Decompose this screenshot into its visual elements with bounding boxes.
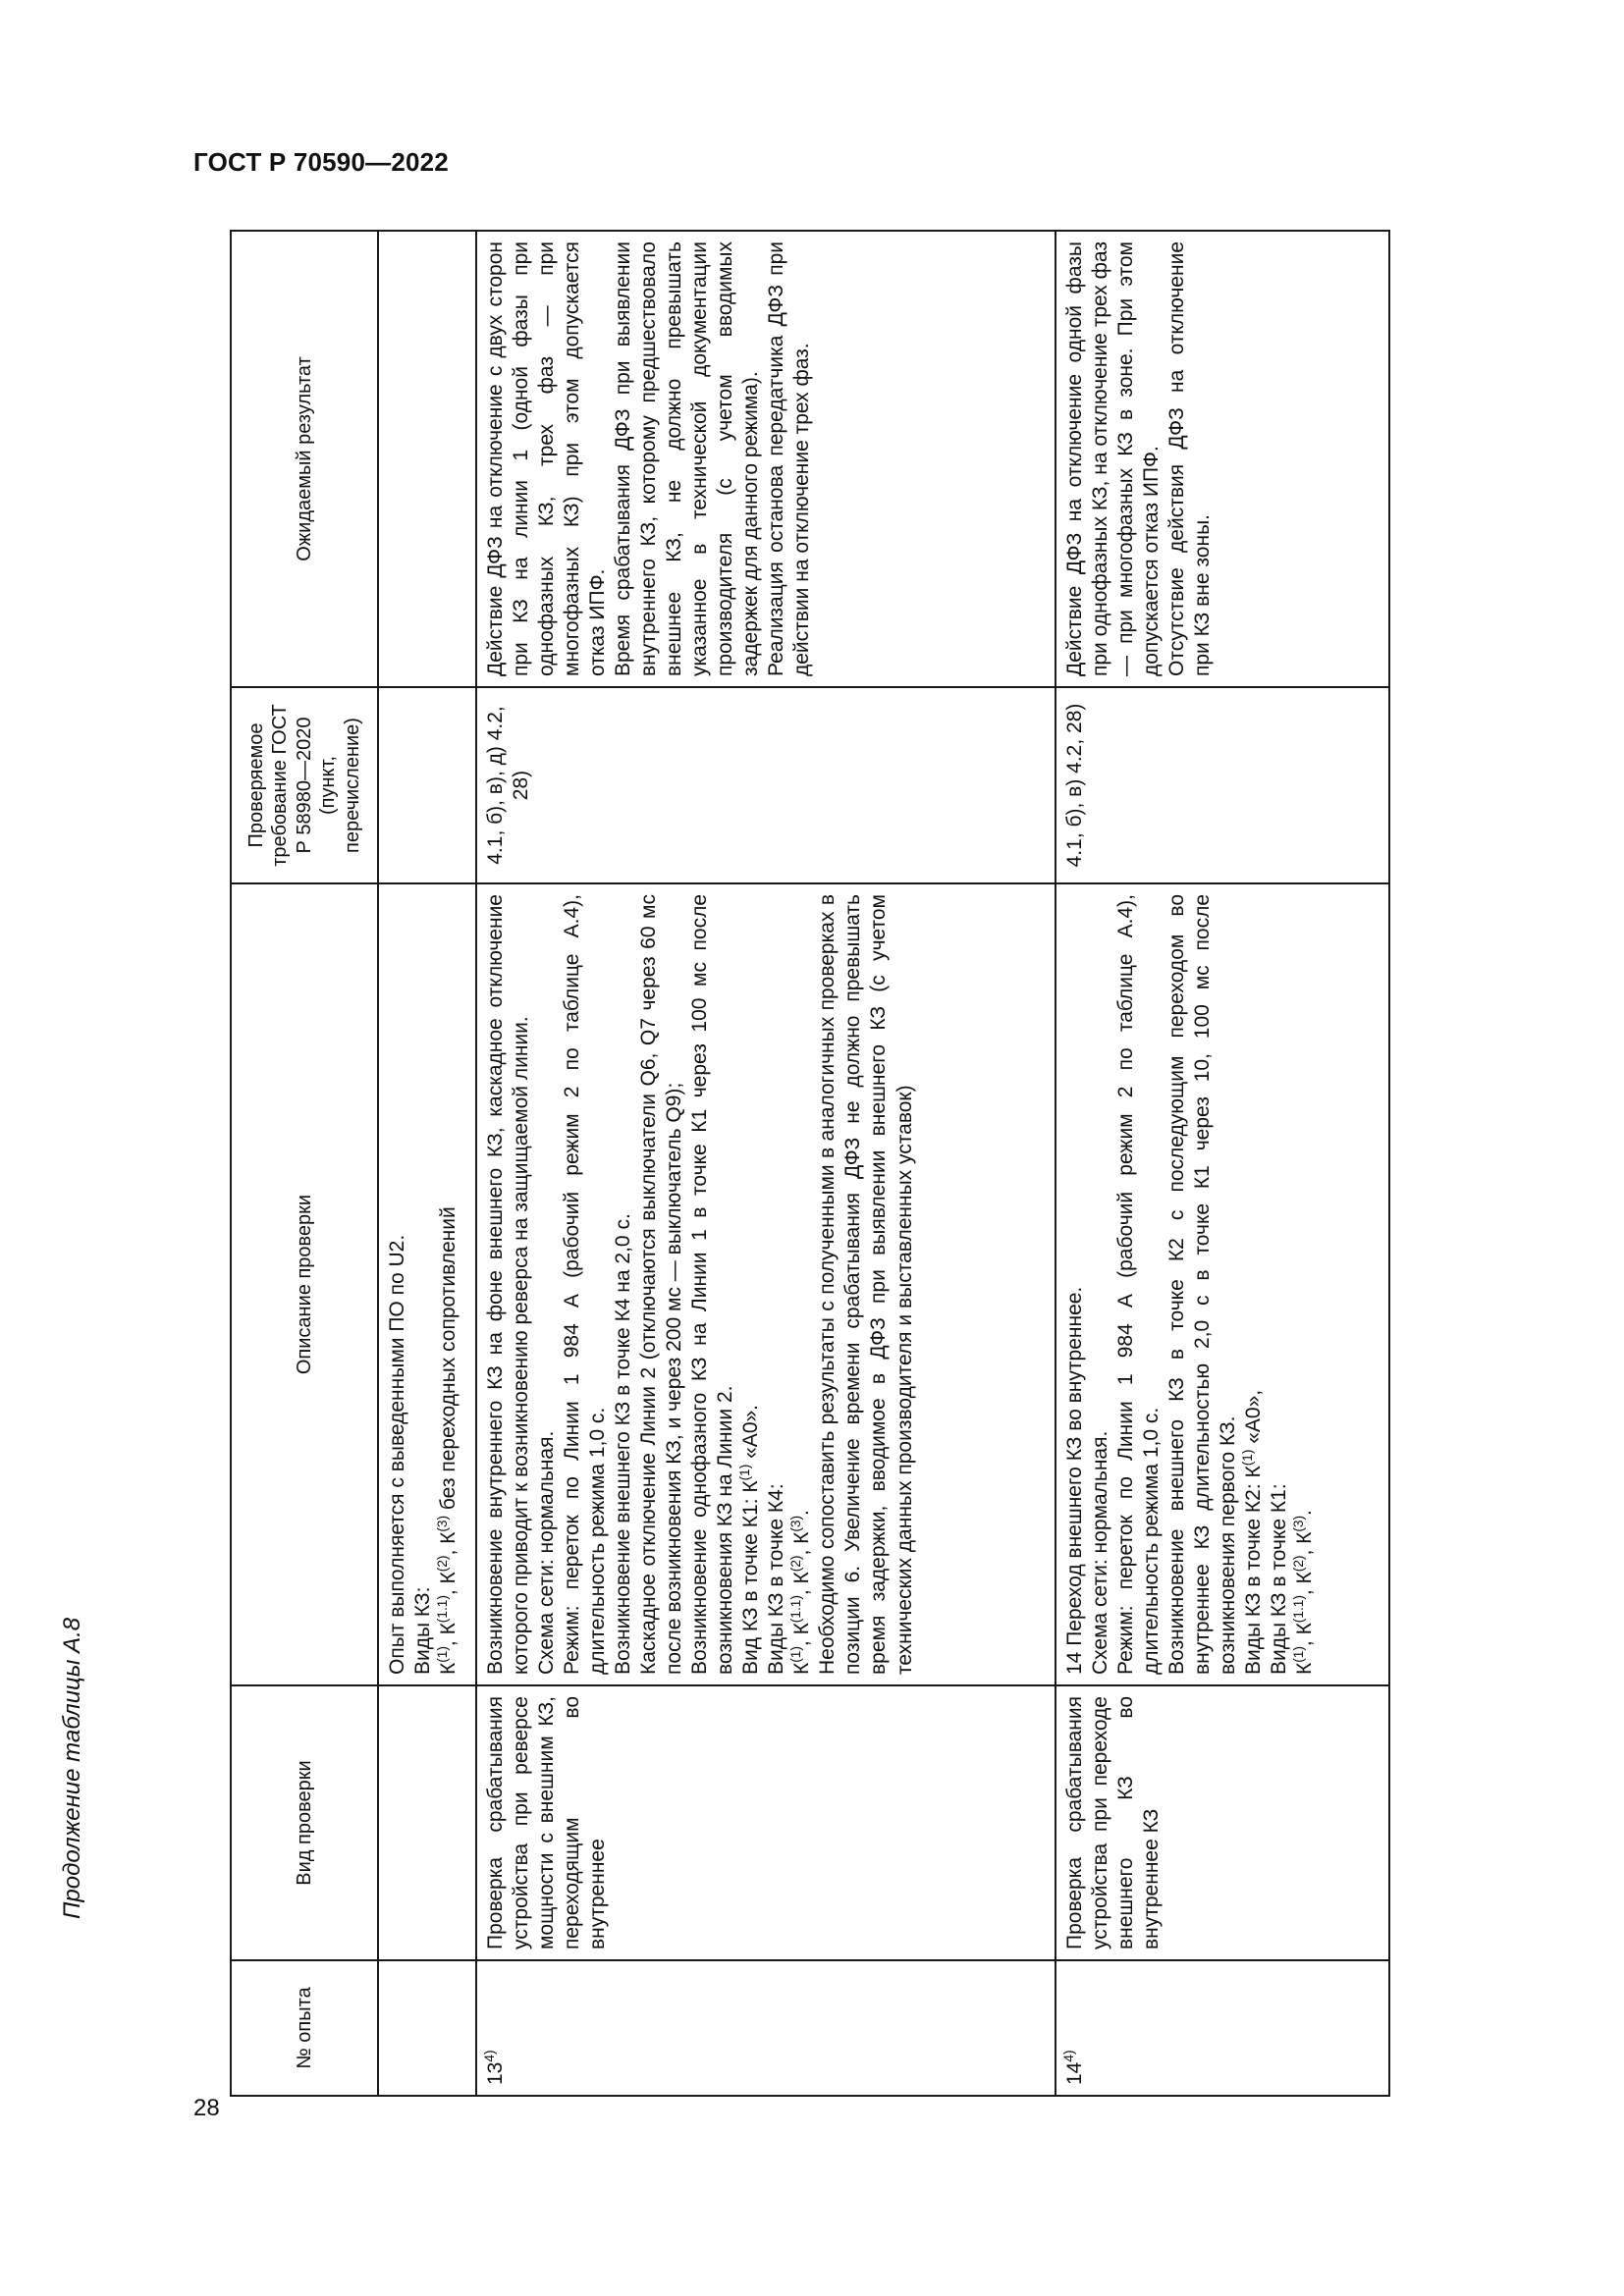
cell-requirement: 4.1, б), в), д) 4.2, 28): [476, 687, 1056, 883]
table-caption: Продолжение таблицы А.8: [59, 1617, 85, 1919]
cell-num: [476, 1960, 1056, 2096]
cell-description: [476, 883, 1056, 1685]
results-table: [230, 230, 1390, 2097]
page-number: 28: [193, 2095, 220, 2121]
description-line: Возникновение внешнего КЗ в точке К2 с последующим переходом во внутреннее КЗ длительностью 2,0 с в точке К1 через 10, 100 мс после возникновения первого КЗ.: [1165, 894, 1240, 1675]
description-line: $К^{(1)}$, $К^{(1.1)}$, $К^{(2)}$, $К^{(3)}$ без переходных сопротивлений: [435, 1206, 460, 1675]
description-line: Опыт выполняется с выведенными ПО по U2.: [386, 1234, 408, 1675]
description-line: Виды КЗ в точке К1:: [1268, 1483, 1291, 1675]
column-header-num: № опыта: [231, 1960, 378, 2096]
description-line: $К^{(1)}$, $К^{(1.1)}$, $К^{(2)}$, $К^{(3)}$.: [788, 1510, 814, 1675]
cell-num: [1056, 1960, 1389, 2096]
description-line: Возникновение внутреннего КЗ на фоне внешнего КЗ, каскадное отключение которого приводит к возникновению реверса на защищаемой линии.: [484, 894, 533, 1675]
description-line: Необходимо сопоставить результаты с полученными в аналогичных проверках в позиции 6. Увеличение времени срабатывания ДФЗ не должно превышать время задержки, вводимое в ДФЗ при выявлении внешнего КЗ (с учетом технических данных производителя и выставленных уставок): [816, 894, 916, 1675]
description-line: $К^{(1)}$, $К^{(1.1)}$, $К^{(2)}$, $К^{(3)}$.: [1291, 1510, 1317, 1675]
description-line: Виды КЗ в точке К4:: [765, 1483, 788, 1675]
result-line: Реализация останова передатчика ДФЗ при действии на отключение трех фаз.: [765, 241, 814, 676]
column-header-requirement: Проверяемое требование ГОСТ Р 58980—2020 (пункт, перечисление): [231, 687, 378, 883]
cell-num: [378, 1960, 476, 2096]
description-line: Схема сети: нормальная.: [1089, 1430, 1112, 1675]
document-header: ГОСТ Р 70590—2022: [193, 147, 449, 177]
cell-kind: Проверка срабатывания устройства при реверсе мощности с внешним КЗ, переходящим во внутреннее: [476, 1685, 1056, 1960]
description-line: Режим: переток по Линии 1 984 А (рабочий режим 2 по таблице А.4), длительность режима 1,0 с.: [561, 894, 610, 1675]
table-header-row: [231, 231, 378, 2096]
description-line: Каскадное отключение Линии 2 (отключаются выключатели Q6, Q7 через 60 мс после возникновения КЗ, и через 200 мс — выключатель Q9);: [637, 894, 686, 1675]
result-line: Действие ДФЗ на отключение с двух сторон при КЗ на линии 1 (одной фазы при однофазных КЗ, трех фаз — при многофазных КЗ) при этом допускается отказ ИПФ.: [484, 241, 610, 676]
table-rotated: [230, 232, 1388, 2097]
cell-description: [378, 883, 476, 1685]
cell-kind: [378, 1685, 476, 1960]
row-number-footnote: 4): [482, 2050, 497, 2062]
cell-result: [378, 231, 476, 687]
column-header-result: Ожидаемый результат: [231, 231, 378, 687]
table-row: [476, 231, 1056, 2096]
description-line: Виды КЗ в точке К2: $К^{(1)}$ «А0»,: [1240, 1389, 1266, 1675]
row-number: 13: [484, 2061, 507, 2085]
row-number: 14: [1063, 2061, 1086, 2085]
table-container: [230, 232, 1388, 2097]
result-line: Действие ДФЗ на отключение одной фазы при однофазных КЗ, на отключение трех фаз — при многофазных КЗ в зоне. При этом допускается отказ ИПФ.: [1063, 241, 1164, 676]
description-line: Вид КЗ в точке К1: $К^{(1)}$ «А0».: [737, 1404, 763, 1675]
cell-kind: Проверка срабатывания устройства при переходе внешнего КЗ во внутреннее КЗ: [1056, 1685, 1389, 1960]
cell-requirement: [378, 687, 476, 883]
cell-result: [476, 231, 1056, 687]
description-line: 14 Переход внешнего КЗ во внутреннее.: [1063, 1286, 1086, 1675]
description-line: Виды КЗ:: [411, 1586, 435, 1675]
description-line: Схема сети: нормальная.: [535, 1430, 559, 1675]
column-header-kind: Вид проверки: [231, 1685, 378, 1960]
description-line: Режим: переток по Линии 1 984 А (рабочий режим 2 по таблице А.4), длительность режима 1,0 с.: [1114, 894, 1164, 1675]
cell-requirement: 4.1, б), в) 4.2, 28): [1056, 687, 1389, 883]
table-row: [1056, 231, 1389, 2096]
column-header-description: Описание проверки: [231, 883, 378, 1685]
cell-description: [1056, 883, 1389, 1685]
table-row: [378, 231, 476, 2096]
description-line: Возникновение однофазного КЗ на Линии 1 в точке К1 через 100 мс после возникновения КЗ на Линии 2.: [688, 894, 737, 1675]
result-line: Время срабатывания ДФЗ при выявлении внутреннего КЗ, которому предшествовало внешнее КЗ, не должно превышать указанное в технической документации производителя (с учетом вводимых задержек для данного режима).: [612, 241, 763, 676]
result-line: Отсутствие действия ДФЗ на отключение при КЗ вне зоны.: [1165, 241, 1215, 676]
description-line: Возникновение внешнего КЗ в точке К4 на 2,0 с.: [612, 1213, 635, 1675]
row-number-footnote: 4): [1061, 2050, 1076, 2062]
cell-result: [1056, 231, 1389, 687]
